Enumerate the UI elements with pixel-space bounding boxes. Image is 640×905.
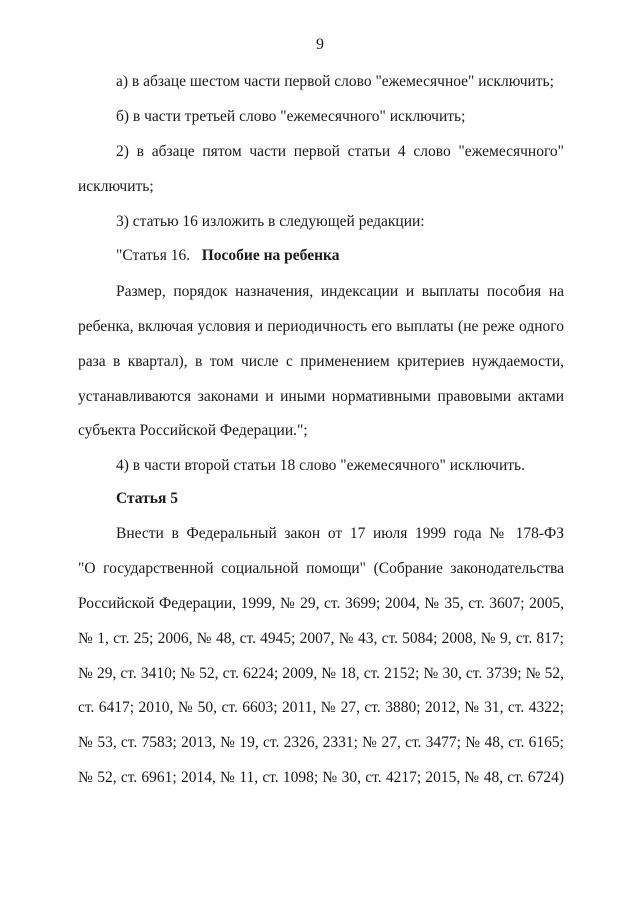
list-item-4: 4) в части второй статьи 18 слово "ежемесячного" исключить. xyxy=(116,457,525,474)
page-number: 9 xyxy=(316,36,324,53)
article-5-heading: Статья 5 xyxy=(116,490,178,507)
list-item-b: б) в части третьей слово "ежемесячного" исключить; xyxy=(116,108,466,125)
paragraph-line: "О государственной социальной помощи" (Собрание законодательства xyxy=(78,560,564,577)
list-item-a: а) в абзаце шестом части первой слово "ежемесячное" исключить; xyxy=(116,73,554,90)
paragraph-line: Внести в Федеральный закон от 17 июля 1999 года № 178-ФЗ xyxy=(116,525,564,542)
paragraph-line: устанавливаются законами и иными нормативными правовыми актами xyxy=(78,388,564,405)
article-16-heading xyxy=(116,246,564,266)
paragraph-line: № 1, ст. 25; 2006, № 48, ст. 4945; 2007, № 43, ст. 5084; 2008, № 9, ст. 817; xyxy=(78,630,564,647)
paragraph-line: раза в квартал), в том числе с применением критериев нуждаемости, xyxy=(78,353,564,370)
paragraph-line: Размер, порядок назначения, индексации и выплаты пособия на xyxy=(116,283,564,300)
paragraph-line: № 53, ст. 7583; 2013, № 19, ст. 2326, 2331; № 27, ст. 3477; № 48, ст. 6165; xyxy=(78,734,564,751)
paragraph-line: Российской Федерации, 1999, № 29, ст. 3699; 2004, № 35, ст. 3607; 2005, xyxy=(78,595,564,612)
article-16-number: "Статья 16. xyxy=(116,247,191,264)
list-item-2-line1: 2) в абзаце пятом части первой статьи 4 слово "ежемесячного" xyxy=(116,143,564,160)
list-item-3: 3) статью 16 изложить в следующей редакции: xyxy=(116,213,425,230)
article-16-title: Пособие на ребенка xyxy=(201,247,340,264)
paragraph-line: субъекта Российской Федерации."; xyxy=(78,422,308,439)
paragraph-line: № 29, ст. 3410; № 52, ст. 6224; 2009, № 18, ст. 2152; № 30, ст. 3739; № 52, xyxy=(78,665,564,682)
list-item-2-line2: исключить; xyxy=(78,178,154,195)
paragraph-line: ребенка, включая условия и периодичность его выплаты (не реже одного xyxy=(78,318,564,335)
paragraph-line: ст. 6417; 2010, № 50, ст. 6603; 2011, № 27, ст. 3880; 2012, № 31, ст. 4322; xyxy=(78,699,564,716)
paragraph-line: № 52, ст. 6961; 2014, № 11, ст. 1098; № 30, ст. 4217; 2015, № 48, ст. 6724) xyxy=(78,769,564,786)
